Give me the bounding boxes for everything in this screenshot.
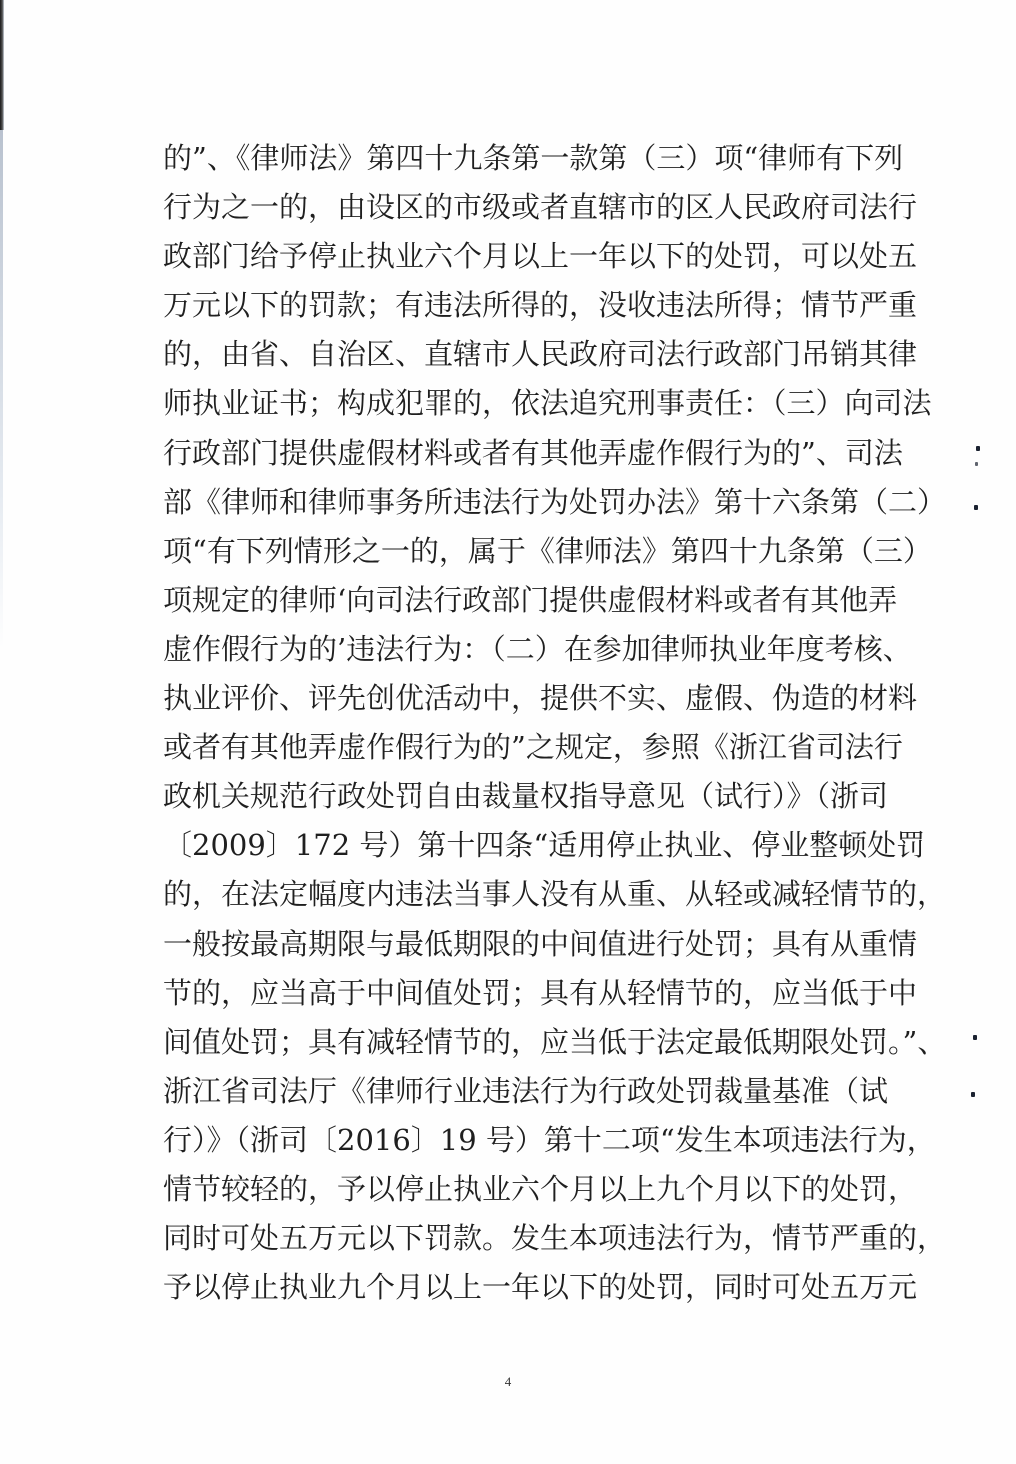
text-line: 万元以下的罚款；有违法所得的，没收违法所得；情节严重 (163, 288, 918, 323)
text-line: 项规定的律师‘向司法行政部门提供虚假材料或者有其他弄 (163, 582, 898, 617)
text-line: 的”、《律师法》第四十九条第一款第（三）项“律师有下列 (163, 141, 904, 175)
scan-edge-shadow (0, 0, 4, 130)
text-line: 执业评价、评先创优活动中，提供不实、虚假、伪造的材料 (163, 681, 918, 716)
text-line: 行政部门提供虚假材料或者有其他弄虚作假行为的”、司法 (163, 435, 903, 470)
text-line: 予以停止执业九个月以上一年以下的处罚，同时可处五万元 (163, 1270, 918, 1305)
body-text (163, 134, 947, 1312)
text-line: 政部门给予停止执业六个月以上一年以下的处罚，可以处五 (163, 239, 918, 274)
text-line: 虚作假行为的’违法行为：（二）在参加律师执业年度考核、 (163, 631, 912, 666)
text-line: 同时可处五万元以下罚款。发生本项违法行为，情节严重的， (163, 1221, 947, 1256)
text-line: 一般按最高期限与最低期限的中间值进行处罚；具有从重情 (163, 926, 918, 961)
scan-speck (971, 1092, 975, 1097)
scan-speck (976, 446, 980, 451)
text-line: 师执业证书；构成犯罪的，依法追究刑事责任：（三）向司法 (163, 386, 932, 421)
text-line: 行为之一的，由设区的市级或者直辖市的区人民政府司法行 (163, 190, 918, 225)
text-line: 的，在法定幅度内违法当事人没有从重、从轻或减轻情节的， (163, 877, 947, 912)
text-line: 间值处罚；具有减轻情节的，应当低于法定最低期限处罚。”、 (163, 1024, 947, 1059)
scan-speck (975, 462, 978, 466)
text-line: 政机关规范行政处罚自由裁量权指导意见（试行）》（浙司 (163, 779, 889, 814)
text-line: 的，由省、自治区、直辖市人民政府司法行政部门吊销其律 (163, 337, 918, 372)
page-number: 4 (504, 1374, 512, 1389)
text-line: 〔2009〕172 号）第十四条“适用停止执业、停业整顿处罚 (163, 828, 926, 863)
scan-speck (973, 1035, 977, 1040)
text-line: 节的，应当高于中间值处罚；具有从轻情节的，应当低于中 (163, 975, 918, 1010)
text-line: 或者有其他弄虚作假行为的”之规定，参照《浙江省司法行 (163, 730, 903, 765)
text-line: 浙江省司法厅《律师行业违法行为行政处罚裁量基准（试 (163, 1073, 889, 1108)
text-line: 部《律师和律师事务所违法行为处罚办法》第十六条第（二） (163, 484, 947, 519)
text-line: 情节较轻的，予以停止执业六个月以上九个月以下的处罚， (163, 1171, 918, 1206)
scan-speck (974, 505, 978, 510)
text-line: 行）》（浙司〔2016〕19 号）第十二项“发生本项违法行为， (163, 1122, 936, 1157)
scan-edge-fade (0, 130, 3, 650)
text-line: 项“有下列情形之一的，属于《律师法》第四十九条第（三） (163, 533, 932, 568)
